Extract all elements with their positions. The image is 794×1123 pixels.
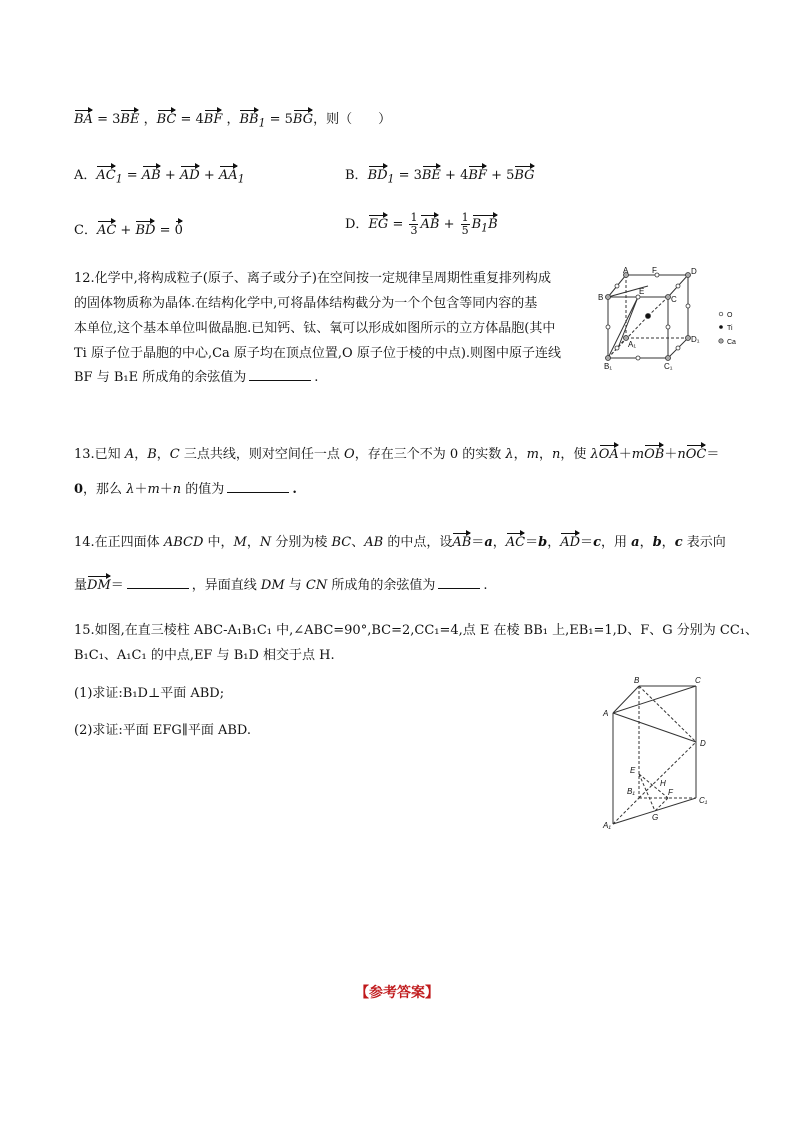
label-d: D [700, 739, 706, 748]
q11-stem: BA = 3BE ，BC = 4BF ，$BB_1 = 5BG$，则（ ） [74, 112, 392, 130]
unit-cell-figure [596, 266, 744, 376]
label-a: A [603, 709, 609, 718]
q11-option-a[interactable]: A．$AC_1$ = AB + AD + $AA_1$ [74, 168, 245, 186]
answer-blank[interactable] [249, 379, 311, 381]
q15-part-2: (2)求证:平面 EFG∥平面 ABD. [74, 723, 251, 738]
punct: . [292, 482, 297, 497]
q14-line-1: 14.在正四面体 ABCD 中，M，N 分别为棱 BC、AB 的中点，设AB＝a，AC＝b，AD＝c，用 a，b，c 表示向 [74, 535, 726, 550]
label-c: C [695, 676, 701, 685]
label-b1: B₁ [627, 787, 635, 796]
q12-line-2: 的固体物质称为晶体.在结构化学中,可将晶体结构截分为一个个包含等同内容的基 [74, 296, 538, 311]
fraction: $\frac{1}{5}$ [461, 211, 469, 237]
fraction: $\frac{1}{3}$ [410, 211, 418, 237]
label-e: E [639, 287, 645, 296]
option-label: B． [345, 168, 368, 183]
q12-line-1: 12.化学中,将构成粒子(原子、离子或分子)在空间按一定规律呈周期性重复排列构成 [74, 271, 551, 286]
label-a: A [623, 266, 629, 275]
q13-line-2: 0，那么 λ＋m＋n 的值为 . [74, 482, 297, 497]
label-e: E [630, 766, 636, 775]
q11-option-d[interactable]: D．EG = $\frac{1}{3}$ AB + $\frac{1}{5}$ $B_1B$ [345, 211, 498, 237]
label-b: B [634, 676, 640, 685]
q15-part-1: (1)求证:B₁D⊥平面 ABD; [74, 686, 225, 701]
legend-ca: Ca [727, 339, 736, 346]
q11-option-c[interactable]: C．AC + BD = 0 [74, 223, 183, 238]
label-h: H [660, 779, 666, 788]
label-a1: A₁ [603, 821, 611, 830]
q11-stem-tail: ，则（ ） [313, 112, 392, 127]
label-b: B [598, 293, 604, 302]
punct: . [314, 370, 319, 385]
q12-line-4: Ti 原子位于晶胞的中心,Ca 原子均在顶点位置,O 原子位于棱的中点).则图中原子连线 [74, 346, 562, 361]
answer-blank[interactable] [227, 491, 289, 493]
label-a1: A₁ [628, 340, 637, 349]
q11-option-b[interactable]: B．$BD_1 = 3BE + 4BF + 5BG$ [345, 168, 535, 186]
label-c1: C₁ [664, 362, 673, 371]
label-c1: C₁ [699, 796, 708, 805]
q14-line-2: 量DM＝ ，异面直线 DM 与 CN 所成角的余弦值为 . [74, 578, 488, 593]
label-c: C [671, 295, 677, 304]
q15-line-1: 15.如图,在直三棱柱 ABC-A₁B₁C₁ 中,∠ABC=90°,BC=2,CC₁=4,点 E 在棱 BB₁ 上,EB₁=1,D、F、G 分别为 CC₁、 [74, 623, 758, 638]
prism-figure [598, 674, 710, 834]
option-label: C． [74, 223, 97, 238]
label-g: G [652, 813, 659, 822]
q12-question: BF 与 B₁E 所成角的余弦值为 [74, 370, 247, 385]
answer-heading: 【参考答案】 [355, 985, 439, 1001]
option-label: A． [74, 168, 97, 183]
answer-blank[interactable] [127, 587, 189, 589]
answer-blank[interactable] [438, 587, 480, 589]
punct: . [483, 578, 488, 593]
legend-ti: Ti [727, 325, 733, 332]
label-b1: B₁ [604, 362, 613, 371]
q15-line-2: B₁C₁、A₁C₁ 的中点,EF 与 B₁D 相交于点 H. [74, 648, 335, 663]
label-f: F [668, 788, 673, 797]
option-label: D． [345, 217, 369, 232]
q13-line-1: 13.已知 A，B，C 三点共线，则对空间任一点 O，存在三个不为 0 的实数 λ，m，n，使 λOA＋mOB＋nOC＝ [74, 447, 720, 462]
label-d1: D₁ [691, 335, 700, 344]
q12-line-3: 本单位,这个基本单位叫做晶胞.已知钙、钛、氧可以形成如图所示的立方体晶胞(其中 [74, 321, 556, 336]
label-f: F [652, 266, 657, 275]
legend-o: O [727, 312, 733, 319]
label-d: D [691, 267, 697, 276]
q12-line-5 [74, 366, 318, 385]
